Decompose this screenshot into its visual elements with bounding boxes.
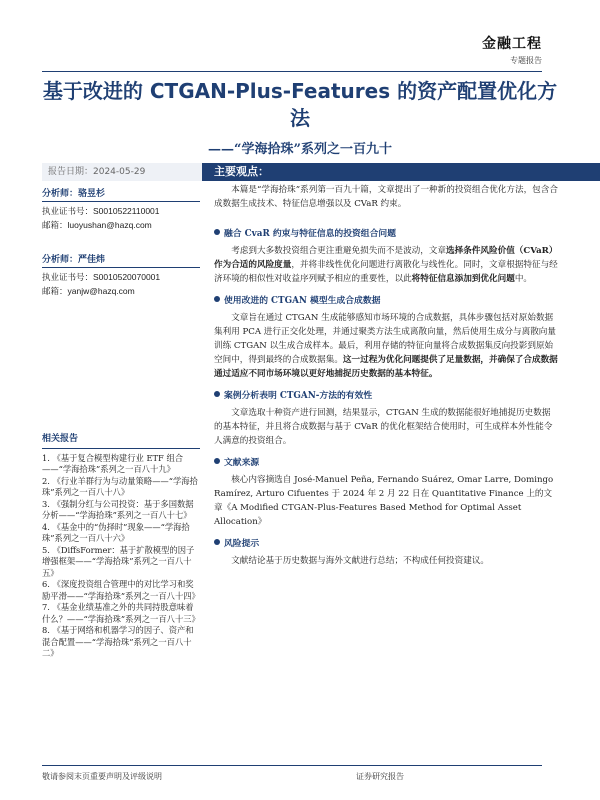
intro-paragraph: 本篇是“学海拾珠”系列第一百九十篇，文章提出了一种新的投资组合优化方法，包含合成数据生成技术、特征信息增强以及 CVaR 约束。	[214, 185, 558, 209]
section-paragraph: 文献结论基于历史数据与海外文献进行总结；不构成任何投资建议。	[231, 556, 490, 566]
section-paragraph	[214, 311, 558, 381]
related-reports	[42, 434, 200, 660]
related-report-item[interactable]: 4. 《基金中的“伪择时”现象——“学海拾珠”系列之一百八十六》	[42, 521, 190, 543]
section-title: 使用改进的 CTGAN 模型生成合成数据	[224, 296, 381, 306]
text-run: 考虑到大多数投资组合更注重避免损失而不是波动，文章	[231, 246, 447, 256]
cert-label: 执业证书号：	[42, 207, 94, 217]
analyst-cert	[42, 205, 200, 219]
section-heading	[214, 389, 558, 403]
footer-divider	[42, 765, 542, 766]
main-content	[214, 183, 558, 568]
section-paragraph: 核心内容摘选自 José-Manuel Peña, Fernando Suárez, Omar Larre, Domingo Ramírez, Arturo Cifuentes 于 2024 年 2 月 22 日在 Quantitative Finance 上的文章《A Modified CTGAN-Plus-Features Based Method for Optimal Asset Allocation》	[214, 475, 554, 527]
analyst-name: 分析师：骆昱杉	[42, 186, 200, 202]
related-report-item[interactable]: 8. 《基于网络和机器学习的因子、资产和混合配置——“学海拾珠”系列之一百八十二》	[42, 625, 194, 658]
section-paragraph	[214, 244, 558, 286]
text-run: ，并将非线性优化问题进行离散化与线性化。同时，文章根据特征与经济环境的相似性对收益序列赋予相应的重要性，以此	[214, 260, 558, 284]
analyst-block-2	[42, 252, 200, 299]
cert-label: 执业证书号：	[42, 273, 94, 283]
email-link[interactable]: yanjw@hazq.com	[67, 286, 135, 296]
brand-name: 金融工程	[482, 36, 542, 52]
related-report-item[interactable]: 6. 《深度投资组合管理中的对比学习和奖励平滑——“学海拾珠”系列之一百八十四》	[42, 579, 200, 601]
section-heading	[214, 456, 558, 470]
related-report-item[interactable]: 3. 《强制分红与公司投资：基于多国数据分析——“学海拾珠”系列之一百八十七》	[42, 498, 194, 520]
analyst-email	[42, 285, 200, 299]
related-report-item[interactable]: 1. 《基于复合模型构建行业 ETF 组合——“学海拾珠”系列之一百八十九》	[42, 452, 184, 474]
bullet-icon	[214, 229, 220, 235]
text-run: 中。	[514, 274, 533, 284]
report-title: 基于改进的 CTGAN-Plus-Features 的资产配置优化方法	[42, 79, 558, 130]
related-reports-list	[42, 453, 200, 660]
report-subtitle: ——“学海拾珠”系列之一百九十	[208, 142, 392, 157]
related-report-item[interactable]: 5. 《DiffsFormer：基于扩散模型的因子增强框架——“学海拾珠”系列之一百八十五》	[42, 544, 195, 578]
analyst-name: 分析师：严佳炜	[42, 252, 200, 268]
email-label: 邮箱：	[42, 221, 68, 231]
analyst-email	[42, 219, 200, 233]
bullet-icon	[214, 539, 220, 545]
analyst-block-1	[42, 186, 200, 233]
section-title: 融合 CvaR 约束与特征信息的投资组合问题	[224, 229, 396, 239]
bullet-icon	[214, 296, 220, 302]
section-paragraph: 文章选取十种资产进行回测，结果显示，CTGAN 生成的数据能很好地捕捉历史数据的基本特征，并且将合成数据与基于 CVaR 的优化框架结合使用时，可生成样本外性能令人满意的投资组合。	[214, 408, 553, 446]
section-title: 案例分析表明 CTGAN-方法的有效性	[224, 391, 373, 401]
related-report-item[interactable]: 2. 《行业羊群行为与动量策略——“学海拾珠”系列之一百八十八》	[42, 475, 198, 497]
header-divider	[42, 71, 542, 72]
footer-disclaimer[interactable]: 敬请参阅末页重要声明及评级说明	[42, 772, 162, 781]
main-points-heading: 主要观点：	[214, 165, 269, 178]
related-reports-title: 相关报告	[42, 434, 200, 449]
section-title: 文献来源	[224, 458, 260, 468]
email-label: 邮箱：	[42, 287, 68, 297]
doc-type: 专题报告	[510, 56, 542, 65]
related-report-item[interactable]: 7. 《基金业绩基准之外的共同持股意味着什么？——“学海拾珠”系列之一百八十三》	[42, 602, 200, 624]
bullet-icon	[214, 391, 220, 397]
analyst-cert	[42, 271, 200, 285]
section-heading	[214, 227, 558, 241]
report-date: 报告日期：2024-05-29	[42, 163, 202, 181]
bold-text: 选择条件风险价值（CVaR）作为合适的风险度量	[214, 246, 558, 270]
bold-text: 这一过程为优化问题提供了足量数据，并确保了合成数据通过适应不同市场环境以更好地捕捉历史数据的基本特征。	[214, 355, 558, 379]
bold-text: 将特征信息添加到优化问题	[411, 274, 515, 284]
section-heading	[214, 294, 558, 308]
cert-number: S0010522110001	[93, 206, 160, 216]
section-heading	[214, 537, 558, 551]
bullet-icon	[214, 458, 220, 464]
text-run: 文章旨在通过 CTGAN 生成能够感知市场环境的合成数据，具体步骤包括对原始数据集利用 PCA 进行正交化处理，并通过聚类方法生成离散向量，然后使用生成分与离散向量训练 CTGAN 以生成合成样本。最后，利用存储的特征向量将合成数据集反向投影到原始空间中，得到最终的合成数据集。	[214, 313, 556, 365]
email-link[interactable]: luoyushan@hazq.com	[67, 220, 152, 230]
section-title: 风险提示	[224, 539, 260, 549]
cert-number: S0010520070001	[93, 272, 161, 282]
footer-report-type: 证券研究报告	[356, 772, 404, 781]
